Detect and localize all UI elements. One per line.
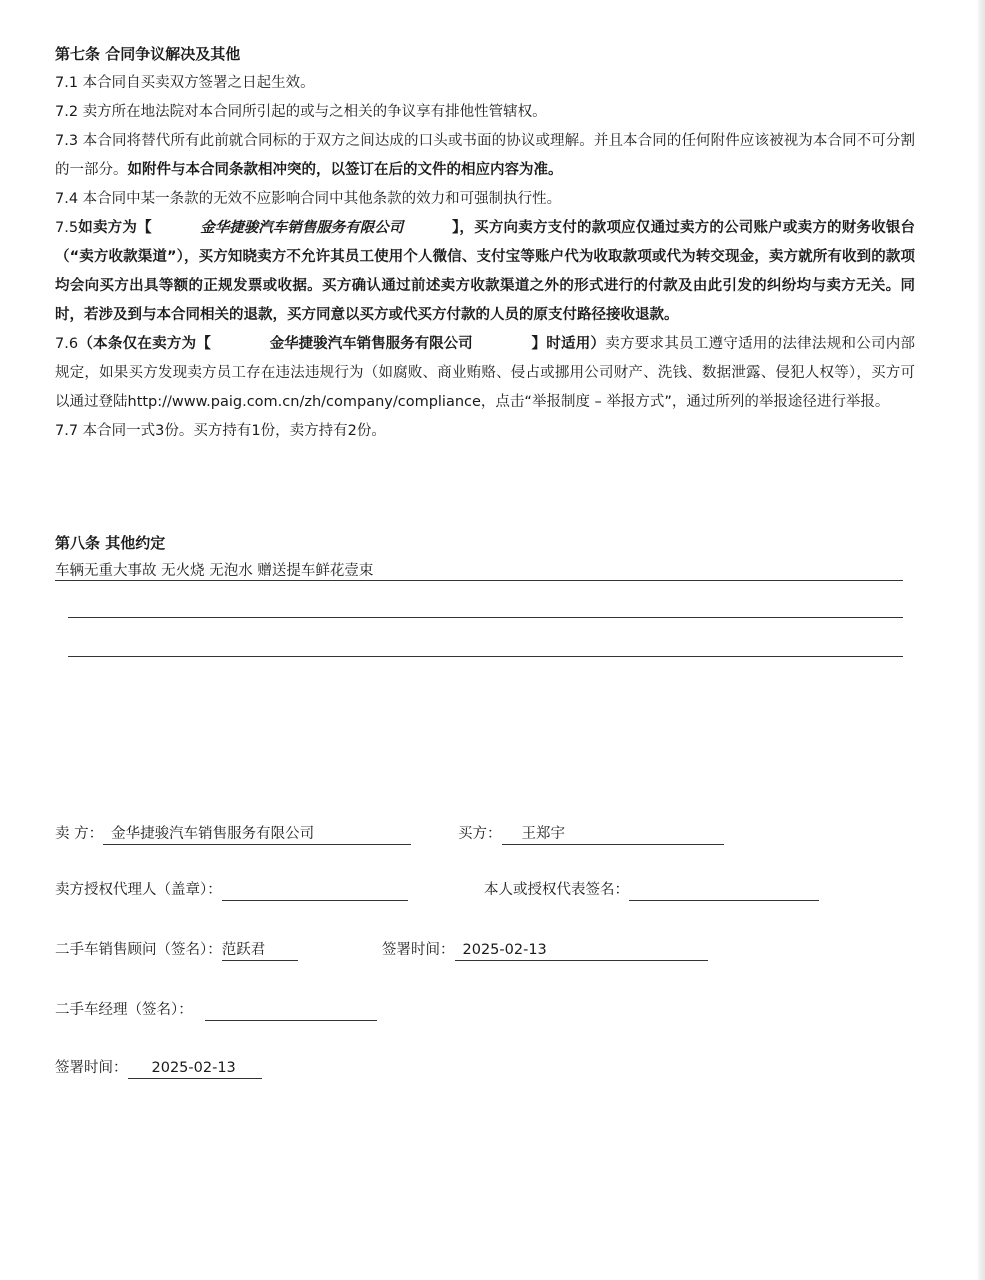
buyer-rep-signature-line xyxy=(629,880,819,901)
seller-agent-signature-line xyxy=(222,880,408,901)
manager-signature-line xyxy=(205,1000,377,1021)
sign-time-2-label: 签署时间： xyxy=(55,1060,128,1076)
clause-7-3-text: 7.3 本合同将替代所有此前就合同标的于双方之间达成的口头或书面的协议或理解。并且本合同的任何附件应该被视为本合同不可分割的一部分。 xyxy=(55,133,915,178)
clause-7-1: 7.1 本合同自买卖双方签署之日起生效。 xyxy=(55,75,315,91)
sign-time-row-2 xyxy=(55,1057,262,1079)
other-terms-line-2 xyxy=(68,617,903,618)
clause-7-5-prefix: 如卖方为【 xyxy=(78,220,152,236)
buyer-value: 王郑宇 xyxy=(502,824,724,845)
buyer-label: 买方： xyxy=(458,826,502,842)
seller-row xyxy=(55,823,411,845)
advisor-value: 范跃君 xyxy=(222,940,298,961)
other-terms-line-3 xyxy=(68,656,903,657)
seller-agent-row xyxy=(55,879,408,901)
clause-7-6-prefix: （本条仅在卖方为【 xyxy=(78,336,212,352)
other-terms-text: 车辆无重大事故 无火烧 无泡水 赠送提车鲜花壹束 xyxy=(55,563,374,579)
clause-7-6 xyxy=(55,330,915,417)
article-8-title: 第八条 其他约定 xyxy=(55,534,166,552)
clause-7-2: 7.2 卖方所在地法院对本合同所引起的或与之相关的争议享有排他性管辖权。 xyxy=(55,104,547,120)
clause-7-6-number: 7.6 xyxy=(55,336,79,352)
buyer-rep-row xyxy=(484,879,819,901)
other-terms-line-1 xyxy=(55,560,903,581)
clause-7-6-company: 金华捷骏汽车销售服务有限公司 xyxy=(269,336,473,352)
seller-agent-label: 卖方授权代理人（盖章）： xyxy=(55,882,222,898)
clause-7-6-body: 卖方要求其员工遵守适用的法律法规和公司内部规定，如果买方发现卖方员工存在违法违规行为（如腐败、商业贿赂、侵占或挪用公司财产、洗钱、数据泄露、侵犯人权等），买方可以通过登陆http://www.paig.com.cn/zh/company/compliance，点击“举报制度 – 举报方式”，通过所列的举报途径进行举报。 xyxy=(55,336,916,410)
buyer-rep-label: 本人或授权代表签名： xyxy=(484,882,629,898)
seller-value: 金华捷骏汽车销售服务有限公司 xyxy=(103,824,411,845)
seller-label: 卖 方： xyxy=(55,826,104,842)
article-7-section xyxy=(55,40,915,446)
clause-7-7: 7.7 本合同一式3份。买方持有1份，卖方持有2份。 xyxy=(55,423,386,439)
advisor-label: 二手车销售顾问（签名）： xyxy=(55,942,222,958)
buyer-row xyxy=(458,823,724,845)
sign-time-value: 2025-02-13 xyxy=(455,940,708,961)
clause-7-3-bold-text: 如附件与本合同条款相冲突的，以签订在后的文件的相应内容为准。 xyxy=(127,162,563,178)
clause-7-5 xyxy=(55,214,915,330)
manager-row xyxy=(55,999,377,1021)
sign-time-label: 签署时间： xyxy=(382,942,455,958)
manager-label: 二手车经理（签名）： xyxy=(55,1002,193,1018)
page-edge xyxy=(978,0,985,1280)
sign-time-row xyxy=(382,939,708,961)
clause-7-5-body: 】，买方向卖方支付的款项应仅通过卖方的公司账户或卖方的财务收银台（“卖方收款渠道”），买方知晓卖方不允许其员工使用个人微信、支付宝等账户代为收取款项或代为转交现金，卖方就所有收到的款项均会向买方出具等额的正规发票或收据。买方确认通过前述卖方收款渠道之外的形式进行的付款及由此引发的纠纷均与卖方无关。同时，若涉及到与本合同相关的退款，买方同意以买方或代买方付款的人员的原支付路径接收退款。 xyxy=(55,220,916,323)
sign-time-2-value: 2025-02-13 xyxy=(128,1058,262,1079)
clause-7-6-suffix: 】时适用） xyxy=(531,336,606,352)
article-7-title: 第七条 合同争议解决及其他 xyxy=(55,45,241,63)
advisor-row xyxy=(55,939,298,961)
clause-7-5-number: 7.5 xyxy=(55,220,79,236)
clause-7-3 xyxy=(55,127,915,185)
clause-7-5-company: 金华捷骏汽车销售服务有限公司 xyxy=(200,220,404,236)
clause-7-4: 7.4 本合同中某一条款的无效不应影响合同中其他条款的效力和可强制执行性。 xyxy=(55,191,562,207)
